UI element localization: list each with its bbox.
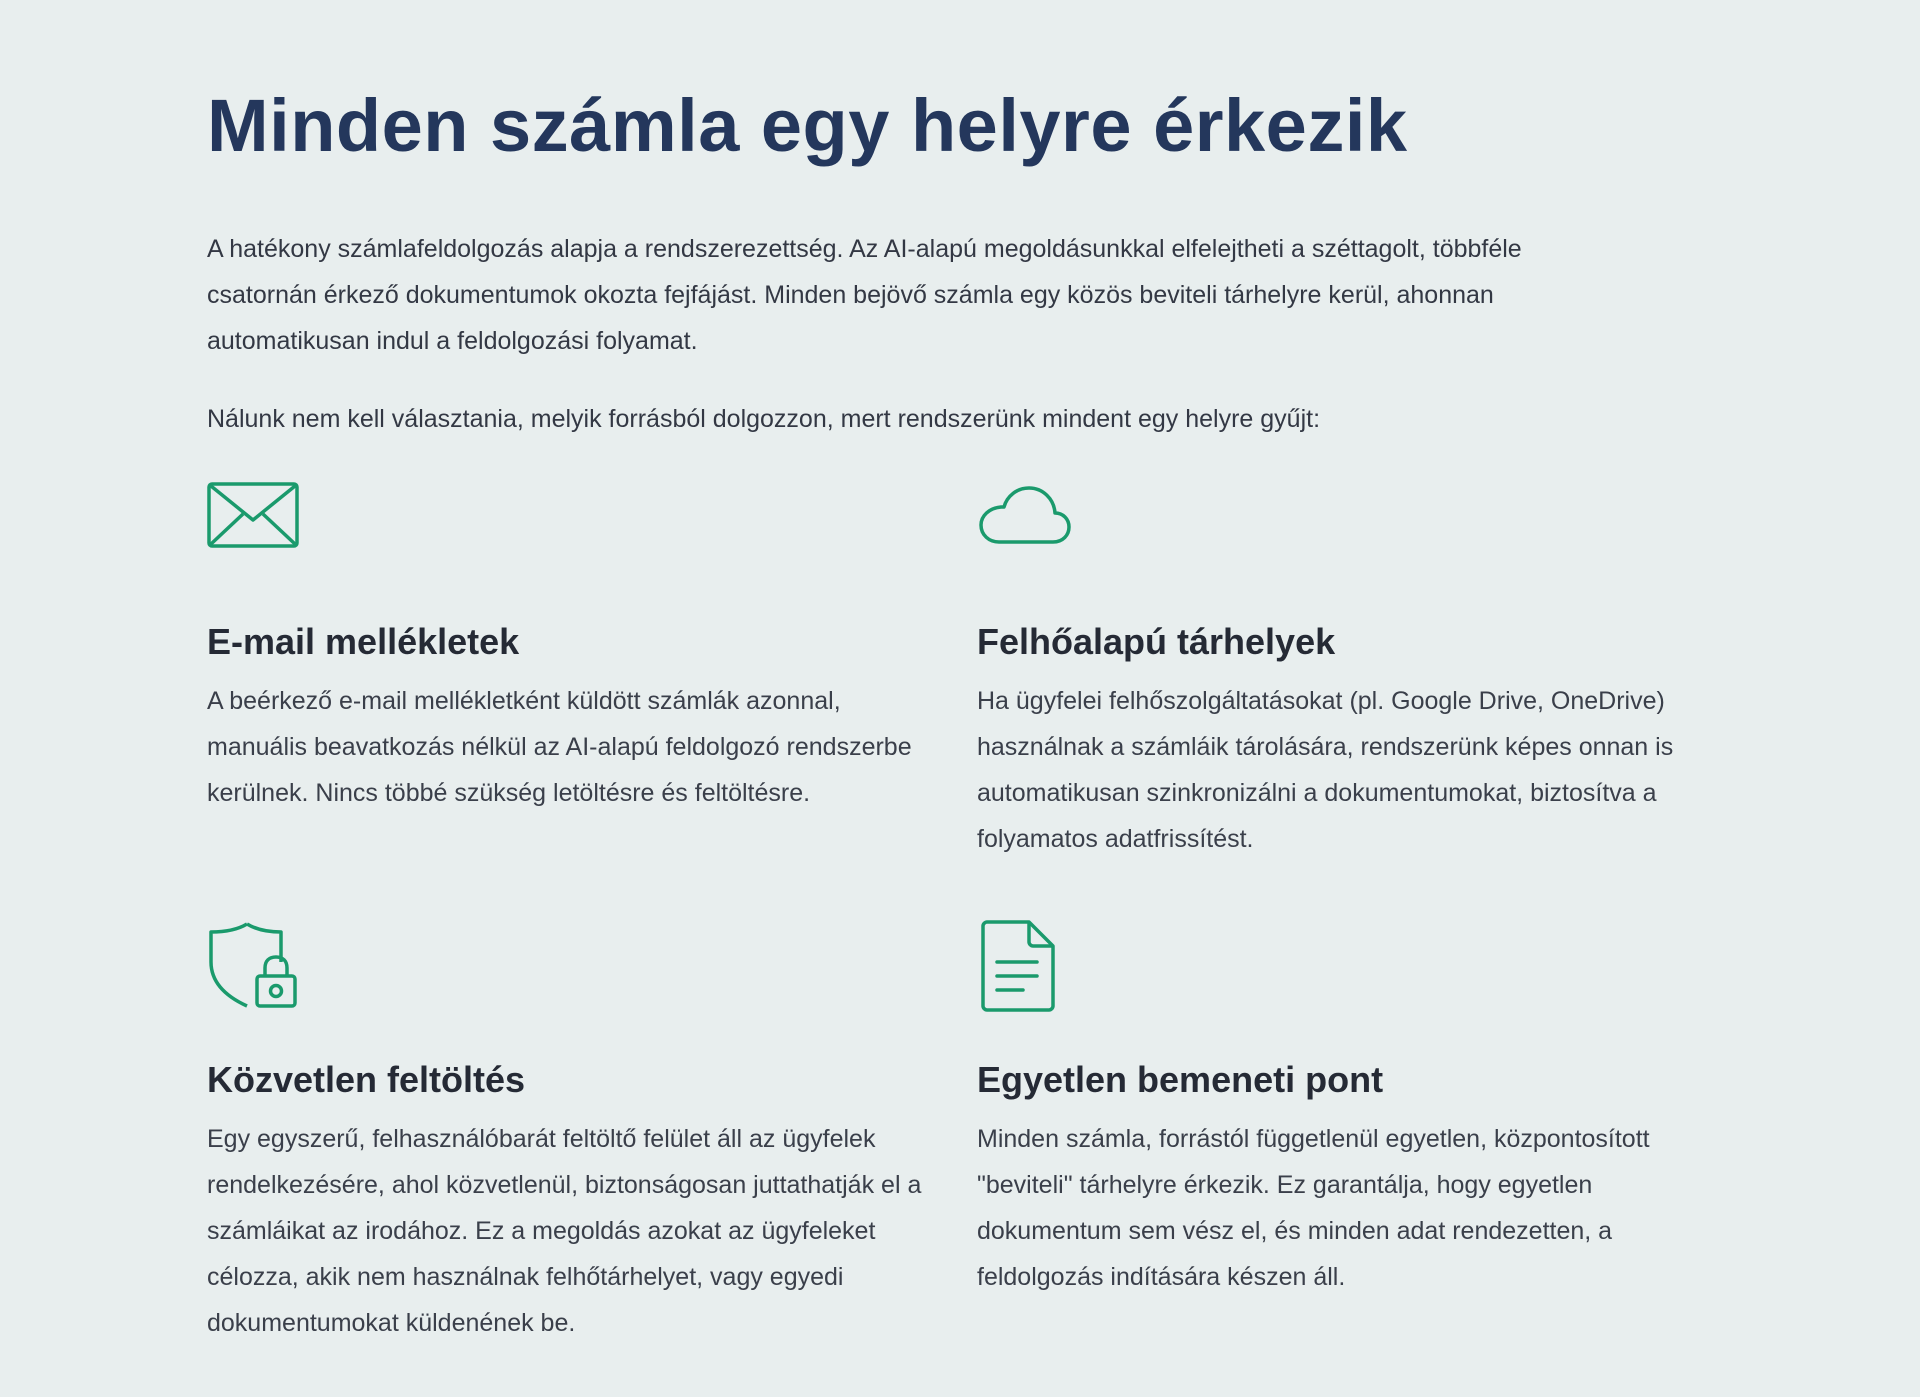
feature-title: Felhőalapú tárhelyek [977,621,1336,662]
feature-description: Ha ügyfelei felhőszolgáltatásokat (pl. Google Drive, OneDrive) használnak a számláik tárolására, rendszerünk képes onnan is automatikusan szinkronizálni a dokumentumokat, biztosítva a folyamatos adatfrissítést. [977,687,1674,853]
intro-lead-paragraph: Nálunk nem kell választania, melyik forrásból dolgozzon, mert rendszerünk mindent egy helyre gyűjt: [207,405,1321,433]
feature-description: Egy egyszerű, felhasználóbarát feltöltő felület áll az ügyfelek rendelkezésére, ahol közvetlenül, biztonságosan juttathatják el a számláikat az irodához. Ez a megoldás azokat az ügyfeleket célozza, akik nem használnak felhőtárhelyet, vagy egyedi dokumentumokat küldenének be. [207,1125,922,1337]
envelope-icon [207,482,977,578]
page-title: Minden számla egy helyre érkezik [207,84,1408,167]
feature-title: Közvetlen feltöltés [207,1059,526,1100]
intro-section [207,226,1617,442]
feature-direct-upload [207,920,977,1346]
feature-description: Minden számla, forrástól függetlenül egyetlen, központosított "beviteli" tárhelyre érkezik. Ez garantálja, hogy egyetlen dokumentum sem vész el, és minden adat rendezetten, a feldolgozás indítására készen áll. [977,1125,1650,1291]
features-grid [207,482,1713,1346]
feature-single-entry-point [977,920,1717,1346]
shield-lock-icon [207,920,977,1016]
feature-email-attachments [207,482,977,862]
intro-paragraph: A hatékony számlafeldolgozás alapja a rendszerezettség. Az AI-alapú megoldásunkkal elfelejtheti a széttagolt, többféle csatornán érkező dokumentumok okozta fejfájást. Minden bejövő számla egy közös beviteli tárhelyre kerül, ahonnan automatikusan indul a feldolgozási folyamat. [207,235,1522,355]
feature-title: Egyetlen bemeneti pont [977,1059,1384,1100]
cloud-icon [977,482,1717,578]
feature-cloud-storage [977,482,1717,862]
feature-title: E-mail mellékletek [207,621,520,662]
document-icon [977,920,1717,1016]
feature-description: A beérkező e-mail mellékletként küldött számlák azonnal, manuális beavatkozás nélkül az AI-alapú feldolgozó rendszerbe kerülnek. Nincs többé szükség letöltésre és feltöltésre. [207,687,912,807]
